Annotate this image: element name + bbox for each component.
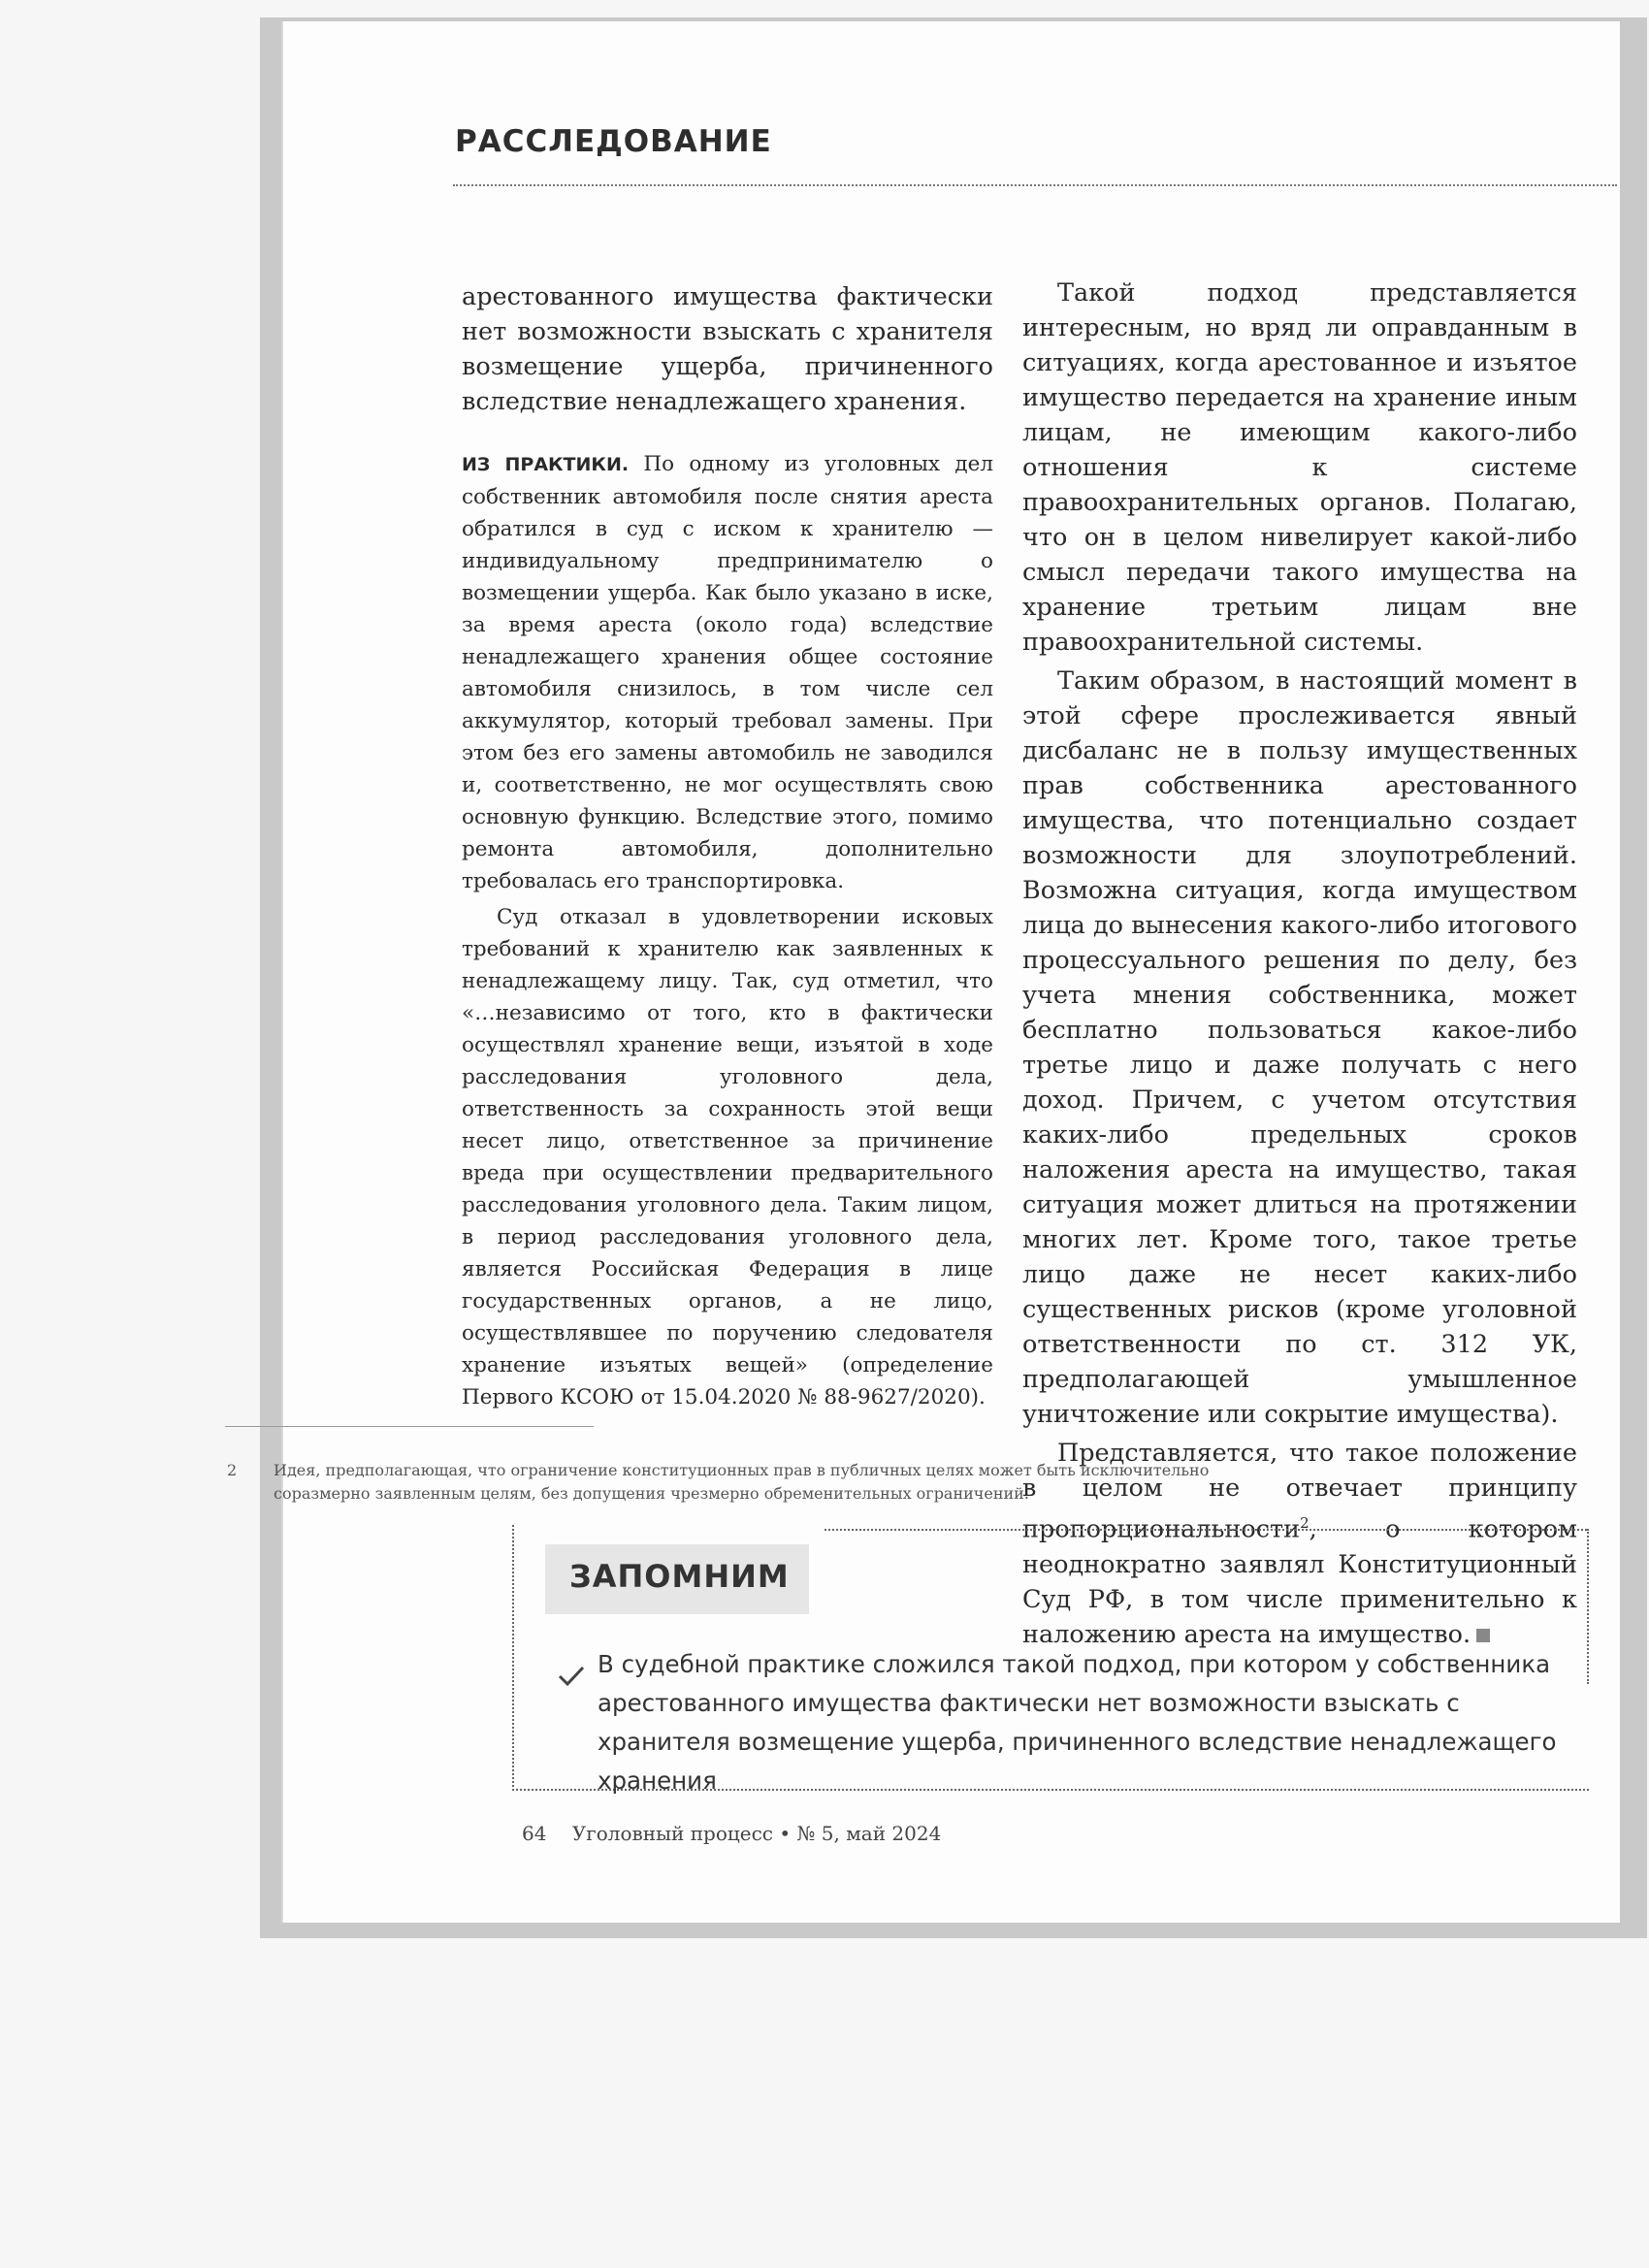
page-number: 64 xyxy=(522,1822,547,1845)
remember-box-right-rule xyxy=(1587,1529,1589,1684)
paragraph-3-before: Представляется, что такое положение в целом не отвечает принципу пропорциональности xyxy=(1022,1439,1577,1544)
footnote-text: Идея, предполагающая, что ограничение конституционных прав в публичных целях может быть исключительно соразмерно заявленным целям, без допущения чрезмерно обременительных ограничений. xyxy=(274,1461,1210,1503)
section-title: РАССЛЕДОВАНИЕ xyxy=(455,124,772,159)
footnote-ref[interactable]: 2 xyxy=(1300,1514,1310,1532)
footnote-number: 2 xyxy=(227,1461,238,1479)
footnote xyxy=(227,1459,1294,1506)
left-column xyxy=(462,279,993,1413)
remember-box-top-rule xyxy=(824,1529,1587,1531)
checkmark-icon xyxy=(557,1665,586,1688)
intro-paragraph: арестованного имущества фактически нет возможности взыскать с хранителя возмещение ущерба, причиненного вследствие ненадлежащего хранения. xyxy=(462,282,993,416)
right-paragraph-1: Такой подход представляется интересным, но вряд ли оправданным в ситуациях, когда арестованное и изъятое имущество передается на хранение иным лицам, не имеющим какого-либо отношения к системе правоохранительных органов. Полагаю, что он в целом нивелирует какой-либо смысл передачи такого имущества на хранение третьим лицам вне правоохранительной системы. xyxy=(1022,278,1577,657)
remember-item-text: В судебной практике сложился такой подход, при котором у собственника арестованного имущества фактически нет возможности взыскать с хранителя возмещение ущерба, причиненного вследствие ненадлежащего хранения xyxy=(598,1650,1557,1795)
practice-text: По одному из уголовных дел собственник автомобиля после снятия ареста обратился в суд с иском к хранителю — индивидуальному предпринимателю о возмещении ущерба. Как было указано в иске, за время ареста (около года) вследствие ненадлежащего хранения общее состояние автомобиля снизилось, в том числе сел аккумулятор, который требовал замены. При этом без его замены автомобиль не заводился и, соответственно, не мог осуществлять свою основную функцию. Вследствие этого, помимо ремонта автомобиля, дополнительно требовалась его транспортировка. xyxy=(462,452,993,893)
page-footer xyxy=(522,1822,941,1845)
practice-paragraph xyxy=(462,448,993,897)
right-column xyxy=(1022,275,1577,1652)
header-divider xyxy=(453,184,1617,186)
remember-title: ЗАПОМНИМ xyxy=(569,1558,790,1595)
right-paragraph-2: Таким образом, в настоящий момент в этой сфере прослеживается явный дисбаланс не в пользу имущественных прав собственника арестованного имущества, что потенциально создает возможности для злоупотреблений. Возможна ситуация, когда имуществом лица до вынесения какого-либо итогового процессуального решения по делу, без учета мнения собственника, может бесплатно пользоваться какое-либо третье лицо и даже получать с него доход. Причем, с учетом отсутствия каких-либо предельных сроков наложения ареста на имущество, такая ситуация может длиться на протяжении многих лет. Кроме того, такое третье лицо даже не несет каких-либо существенных рисков (кроме уголовной ответственности по ст. 312 УК, предполагающей умышленное уничтожение или сокрытие имущества). xyxy=(1022,666,1577,1429)
practice-lead: ИЗ ПРАКТИКИ. xyxy=(462,454,630,475)
journal-title: Уголовный процесс • № 5, май 2024 xyxy=(571,1822,942,1845)
court-paragraph: Суд отказал в удовлетворении исковых требований к хранителю как заявленных к ненадлежащему лицу. Так, суд отметил, что «…независимо от того, кто в фактически осуществлял хранение вещи, изъятой в ходе расследования уголовного дела, ответственность за сохранность этой вещи несет лицо, ответственное за причинение вреда при осуществлении предварительного расследования уголовного дела. Таким лицом, в период расследования уголовного дела, является Российская Федерация в лице государственных органов, а не лицо, осуществлявшее по поручению следователя хранение изъятых вещей» (определение Первого КСОЮ от 15.04.2020 № 88-9627/2020). xyxy=(462,905,993,1409)
footnote-divider xyxy=(225,1426,594,1427)
paragraph-3-after: , о котором неоднократно заявлял Конституционный Суд РФ, в том числе применительно к наложению ареста на имущество. xyxy=(1022,1514,1577,1649)
